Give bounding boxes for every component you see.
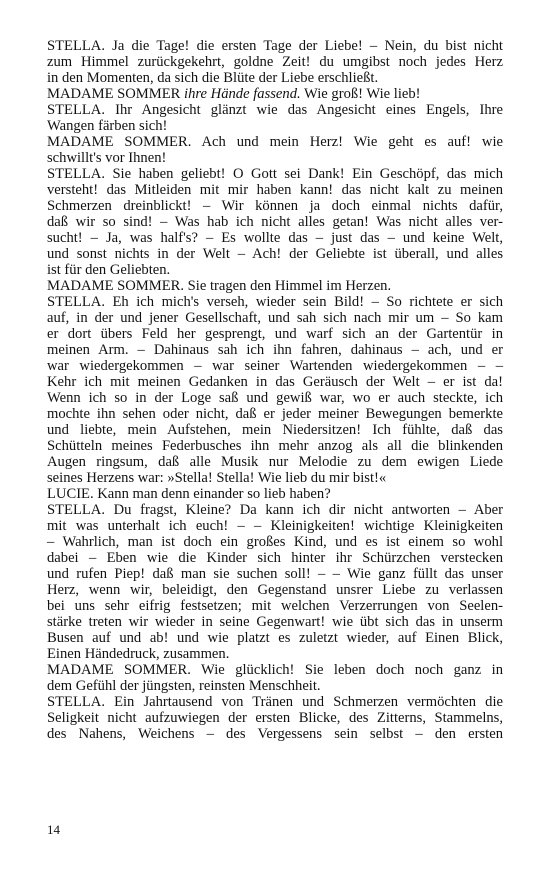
- text-line: zum Himmel zurückgekehrt, goldne Zeit! du umgibst noch jedes Herz: [47, 54, 503, 70]
- text-line: Wenn ich so in der Loge saß und gewiß war, wo er auch steckte, ich: [47, 390, 503, 406]
- text-line: versteht! das Mitleiden mit mir haben kann! das nicht kalt zu meinen: [47, 182, 503, 198]
- text-line: des Nahens, Weichens – des Vergessens sein selbst – den ersten: [47, 726, 503, 742]
- text-line: mit was unterhalt ich euch! – – Kleinigkeiten! wichtige Kleinigkeiten: [47, 518, 503, 534]
- text-line: dabei – Eben wie die Kinder sich hinter ihr Schürzchen verstecken: [47, 550, 503, 566]
- text-line: seines Herzens war: »Stella! Stella! Wie lieb du mir bist!«: [47, 470, 387, 486]
- text-line: und liebte, mein Aufstehen, mein Niedersitzen! Ich fühlte, daß das: [47, 422, 503, 438]
- text-line: STELLA. Ihr Angesicht glänzt wie das Angesicht eines Engels, Ihre: [47, 102, 503, 118]
- page-body: [47, 38, 503, 742]
- text-line: meinen Arm. – Dahinaus sah ich ihn fahren, dahinaus – ach, und er: [47, 342, 503, 358]
- text-line: bei uns sehr eifrig festsetzen; mit welchen Verzerrungen von Seelen-: [47, 598, 503, 614]
- text-line: Augen ringsum, daß alle Musik nur Melodie zu dem ewigen Liede: [47, 454, 503, 470]
- text-line: war wiedergekommen – war seiner Wartenden wiedergekommen – –: [47, 358, 503, 374]
- text-line: STELLA. Eh ich mich's verseh, wieder sein Bild! – So richtete er sich: [47, 294, 503, 310]
- text-line: MADAME SOMMER. Sie tragen den Himmel im Herzen.: [47, 278, 392, 294]
- stage-direction: ihre Hände fassend.: [184, 86, 301, 102]
- text-line: STELLA. Sie haben geliebt! O Gott sei Dank! Ein Geschöpf, das mich: [47, 166, 503, 182]
- text-line: Busen auf und ab! und wie platzt es zuletzt wieder, auf Einen Blick,: [47, 630, 503, 646]
- text-line: MADAME SOMMER ihre Hände fassend. Wie groß! Wie lieb!: [47, 86, 421, 102]
- text-line: daß wir so sind! – Was hab ich nicht alles getan! Was nicht alles ver-: [47, 214, 503, 230]
- text-line: ist für den Geliebten.: [47, 262, 171, 278]
- text-line: mochte ihn sehen oder nicht, daß er jeder meiner Bewegungen bemerkte: [47, 406, 503, 422]
- text-line: Einen Händedruck, zusammen.: [47, 646, 230, 662]
- text-line: Kehr ich mit meinen Gedanken in das Geräusch der Welt – er ist da!: [47, 374, 503, 390]
- text-line: Schmerzen dreinblickt! – Wir können ja doch einmal nichts dafür,: [47, 198, 503, 214]
- text-line: LUCIE. Kann man denn einander so lieb haben?: [47, 486, 331, 502]
- text-line: schwillt's vor Ihnen!: [47, 150, 167, 166]
- text-line: Schütteln meines Federbusches ihn mehr anzog als all die blinkenden: [47, 438, 503, 454]
- text-line: STELLA. Du fragst, Kleine? Da kann ich dir nicht antworten – Aber: [47, 502, 503, 518]
- text-line: und sonst nichts in der Welt – Ach! der Geliebte ist überall, und alles: [47, 246, 503, 262]
- text-line: und rufen Piep! daß man sie suchen soll! – – Wie ganz füllt das unser: [47, 566, 503, 582]
- text-line: er dort übers Feld her gesprengt, und warf sich an der Gartentür in: [47, 326, 503, 342]
- text-line: auf, in der und jener Gesellschaft, und sah sich nach mir um – So kam: [47, 310, 503, 326]
- text-line: MADAME SOMMER. Wie glücklich! Sie leben doch noch ganz in: [47, 662, 503, 678]
- text-line: Herz, wenn wir, beleidigt, den Gegenstand unsrer Liebe zu verlassen: [47, 582, 503, 598]
- text-line: MADAME SOMMER. Ach und mein Herz! Wie geht es auf! wie: [47, 134, 503, 150]
- page-number: 14: [47, 822, 60, 837]
- text-line: – Wahrlich, man ist doch ein großes Kind, und es ist einem so wohl: [47, 534, 503, 550]
- text-line: sucht! – Ja, was half's? – Es wollte das – just das – und keine Welt,: [47, 230, 503, 246]
- text-line: STELLA. Ein Jahrtausend von Tränen und Schmerzen vermöchten die: [47, 694, 503, 710]
- text-line: Seligkeit nicht aufzuwiegen der ersten Blicke, des Zitterns, Stammelns,: [47, 710, 503, 726]
- text-line: Wangen färben sich!: [47, 118, 168, 134]
- text-line: STELLA. Ja die Tage! die ersten Tage der Liebe! – Nein, du bist nicht: [47, 38, 503, 54]
- text-line: in den Momenten, da sich die Blüte der Liebe erschließt.: [47, 70, 379, 86]
- text-line: stärke treten wir wieder in seine Gegenwart! wie übt sich das in unserm: [47, 614, 503, 630]
- text-line: dem Gefühl der jüngsten, reinsten Menschheit.: [47, 678, 321, 694]
